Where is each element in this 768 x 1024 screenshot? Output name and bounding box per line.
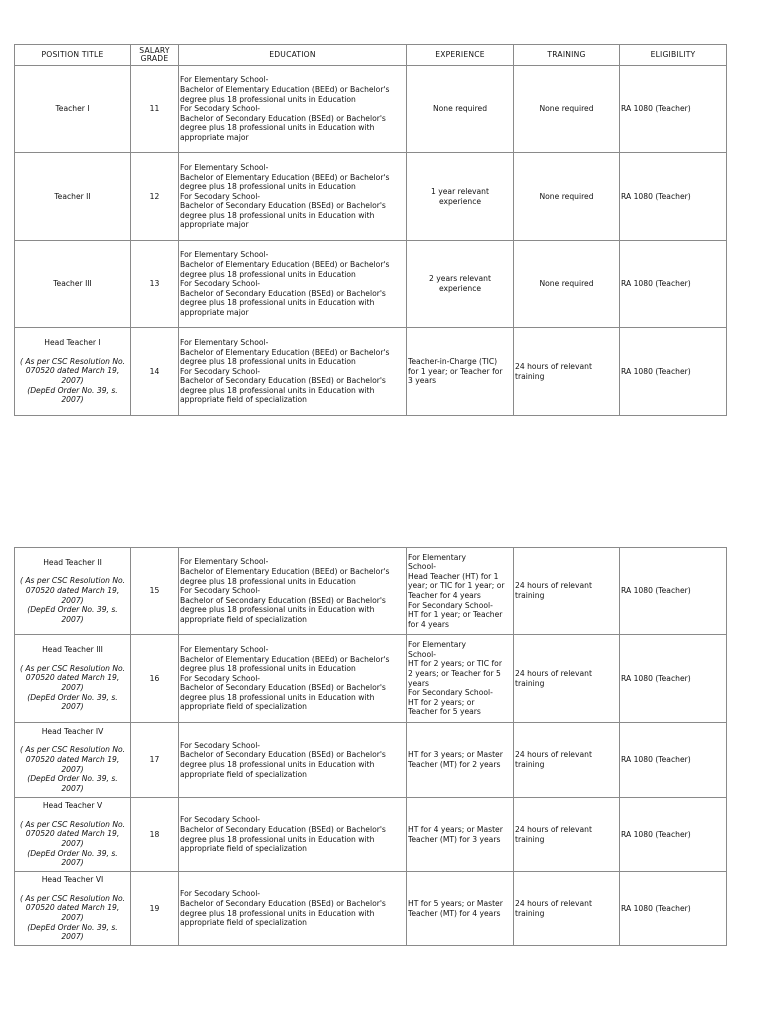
deped-order-reference: (DepEd Order No. 39, s. 2007): [27, 385, 118, 405]
education-line: degree plus 18 professional units in Education with: [180, 605, 375, 615]
education-line: Bachelor of Secondary Education (BSEd) or Bachelor's: [180, 376, 386, 386]
education-line: For Secodary School-: [180, 815, 261, 825]
position-title: Teacher III: [53, 279, 92, 289]
table-row: [15, 153, 727, 241]
salary-grade: 17: [149, 755, 160, 765]
training-line: 24 hours of relevant: [515, 898, 592, 908]
salary-grade-cell: [131, 153, 179, 241]
salary-grade: 13: [149, 279, 160, 289]
salary-grade: 15: [149, 586, 160, 596]
experience-line: 3 years: [408, 376, 437, 386]
csc-resolution-reference: ( As per CSC Resolution No. 070520 dated March 19, 2007): [19, 576, 126, 605]
education-line: appropriate major: [180, 132, 249, 142]
education-line: Bachelor of Secondary Education (BSEd) or Bachelor's: [180, 113, 386, 123]
experience-line: For Secondary School-: [408, 688, 493, 698]
position-title-cell: [15, 872, 131, 946]
training-line: 24 hours of relevant: [515, 668, 592, 678]
position-title: Head Teacher II: [43, 557, 102, 567]
education-line: degree plus 18 professional units in Education with: [180, 760, 375, 769]
deped-order-reference: (DepEd Order No. 39, s. 2007): [27, 774, 118, 793]
training-cell: [514, 798, 620, 872]
education-line: degree plus 18 professional units in Education with: [180, 385, 375, 395]
experience-cell: [407, 548, 514, 635]
education-line: appropriate field of specialization: [180, 844, 307, 854]
training-line: None required: [539, 279, 594, 289]
position-title-cell: [15, 798, 131, 872]
experience-line: HT for 2 years; or: [408, 697, 475, 707]
education-line: For Secodary School-: [180, 673, 261, 683]
experience-cell: [407, 241, 514, 328]
csc-resolution-reference: ( As per CSC Resolution No. 070520 dated March 19, 2007): [19, 663, 126, 692]
education-line: appropriate field of specialization: [180, 918, 307, 928]
training-cell: [514, 723, 620, 798]
table-row: [15, 328, 727, 416]
deped-order-reference: (DepEd Order No. 39, s. 2007): [27, 605, 118, 624]
training-line: None required: [539, 191, 594, 201]
experience-line: year; or TIC for 1 year; or: [408, 581, 505, 591]
education-line: Bachelor of Elementary Education (BEEd) or Bachelor's: [180, 347, 390, 357]
eligibility-cell: [620, 872, 727, 946]
experience-line: 2 years; or Teacher for 5: [408, 668, 501, 678]
education-cell: [179, 723, 407, 798]
experience-cell: [407, 66, 514, 153]
qualification-table-top: [14, 44, 727, 416]
experience-line: experience: [438, 284, 482, 293]
education-line: For Elementary School-: [180, 644, 269, 654]
education-cell: [179, 635, 407, 723]
training-line: training: [515, 371, 545, 381]
eligibility: RA 1080 (Teacher): [621, 104, 691, 114]
eligibility-cell: [620, 798, 727, 872]
education-line: For Secodary School-: [180, 279, 261, 289]
education-line: degree plus 18 professional units in Education with: [180, 123, 375, 133]
education-line: appropriate field of specialization: [180, 614, 307, 624]
csc-resolution-reference: ( As per CSC Resolution No. 070520 dated March 19, 2007): [19, 745, 126, 774]
training-cell: [514, 872, 620, 946]
education-line: appropriate field of specialization: [180, 769, 307, 779]
experience-line: Teacher (MT) for 3 years: [408, 834, 501, 844]
experience-line: 1 year relevant: [431, 186, 489, 196]
salary-grade: 18: [149, 829, 160, 839]
eligibility: RA 1080 (Teacher): [621, 586, 691, 596]
experience-line: HT for 2 years; or TIC for: [408, 659, 502, 669]
experience-line: For Elementary: [408, 552, 466, 562]
education-cell: [179, 66, 407, 153]
education-line: appropriate field of specialization: [180, 702, 307, 712]
header-experience: EXPERIENCE: [407, 45, 514, 66]
training-line: training: [515, 591, 545, 600]
salary-grade-cell: [131, 872, 179, 946]
education-cell: [179, 548, 407, 635]
salary-grade-cell: [131, 635, 179, 723]
csc-resolution-reference: ( As per CSC Resolution No. 070520 dated March 19, 2007): [19, 893, 126, 922]
header-salary-grade: SALARY GRADE: [131, 45, 179, 66]
experience-line: Teacher (MT) for 4 years: [408, 908, 501, 918]
salary-grade-cell: [131, 548, 179, 635]
education-line: For Secodary School-: [180, 586, 261, 596]
experience-line: Teacher for 5 years: [408, 707, 481, 717]
education-line: For Secodary School-: [180, 191, 261, 201]
experience-line: experience: [438, 196, 482, 206]
education-line: Bachelor of Secondary Education (BSEd) or Bachelor's: [180, 201, 386, 211]
experience-line: HT for 5 years; or Master: [408, 898, 503, 908]
education-cell: [179, 241, 407, 328]
education-cell: [179, 872, 407, 946]
eligibility-cell: [620, 241, 727, 328]
salary-grade: 19: [149, 903, 160, 913]
position-title: Teacher I: [55, 104, 90, 114]
qualification-table-bottom: [14, 547, 727, 946]
education-line: Bachelor of Elementary Education (BEEd) or Bachelor's: [180, 260, 390, 270]
experience-line: HT for 3 years; or Master: [408, 750, 503, 760]
table-row: [15, 872, 727, 946]
eligibility-cell: [620, 66, 727, 153]
education-line: degree plus 18 professional units in Education: [180, 357, 356, 367]
salary-grade-cell: [131, 328, 179, 416]
training-cell: [514, 635, 620, 723]
position-title: Head Teacher I: [44, 338, 101, 348]
education-line: degree plus 18 professional units in Education with: [180, 834, 375, 844]
eligibility: RA 1080 (Teacher): [621, 279, 691, 289]
experience-cell: [407, 153, 514, 241]
experience-line: 2 years relevant: [429, 274, 491, 284]
position-title-cell: [15, 328, 131, 416]
experience-line: Teacher (MT) for 2 years: [408, 760, 501, 769]
education-line: Bachelor of Elementary Education (BEEd) or Bachelor's: [180, 85, 390, 95]
deped-order-reference: (DepEd Order No. 39, s. 2007): [27, 922, 118, 942]
education-line: degree plus 18 professional units in Education: [180, 94, 356, 104]
table-row: [15, 635, 727, 723]
training-line: 24 hours of relevant: [515, 581, 592, 591]
education-line: For Secodary School-: [180, 889, 261, 899]
training-cell: [514, 153, 620, 241]
csc-resolution-reference: ( As per CSC Resolution No. 070520 dated March 19, 2007): [19, 356, 126, 385]
education-line: degree plus 18 professional units in Education with: [180, 210, 375, 220]
education-line: degree plus 18 professional units in Education with: [180, 908, 375, 918]
experience-line: None required: [432, 104, 488, 114]
experience-line: Teacher for 4 years: [408, 591, 481, 600]
deped-order-reference: (DepEd Order No. 39, s. 2007): [27, 692, 118, 712]
header-training: TRAINING: [514, 45, 620, 66]
experience-line: School-: [408, 649, 436, 659]
eligibility-cell: [620, 635, 727, 723]
header-row: [15, 45, 727, 66]
position-title-cell: [15, 241, 131, 328]
education-line: degree plus 18 professional units in Education: [180, 576, 356, 586]
table-row: [15, 798, 727, 872]
position-title-cell: [15, 153, 131, 241]
training-line: 24 hours of relevant: [515, 750, 592, 760]
salary-grade: 11: [149, 104, 160, 114]
eligibility-cell: [620, 153, 727, 241]
eligibility-cell: [620, 328, 727, 416]
training-cell: [514, 66, 620, 153]
education-line: degree plus 18 professional units in Education: [180, 664, 356, 674]
experience-cell: [407, 798, 514, 872]
experience-cell: [407, 328, 514, 416]
table-row: [15, 66, 727, 153]
experience-line: Head Teacher (HT) for 1: [408, 571, 499, 581]
education-line: For Elementary School-: [180, 557, 269, 567]
education-line: degree plus 18 professional units in Education: [180, 182, 356, 192]
header-education: EDUCATION: [179, 45, 407, 66]
education-line: For Secodary School-: [180, 740, 261, 750]
position-title: Head Teacher VI: [41, 875, 104, 885]
experience-line: For Secondary School-: [408, 600, 493, 610]
education-line: For Elementary School-: [180, 250, 269, 260]
header-eligibility: ELIGIBILITY: [620, 45, 727, 66]
education-cell: [179, 328, 407, 416]
experience-line: For Elementary: [408, 640, 466, 650]
training-line: 24 hours of relevant: [515, 824, 592, 834]
position-title-cell: [15, 66, 131, 153]
table-row: [15, 241, 727, 328]
education-line: Bachelor of Secondary Education (BSEd) or Bachelor's: [180, 288, 386, 298]
education-line: Bachelor of Secondary Education (BSEd) or Bachelor's: [180, 750, 386, 760]
education-line: For Elementary School-: [180, 162, 269, 172]
eligibility: RA 1080 (Teacher): [621, 191, 691, 201]
education-cell: [179, 798, 407, 872]
training-cell: [514, 548, 620, 635]
training-line: training: [515, 760, 545, 769]
experience-line: for 1 year; or Teacher for: [408, 366, 503, 376]
experience-cell: [407, 723, 514, 798]
salary-grade-cell: [131, 798, 179, 872]
deped-order-reference: (DepEd Order No. 39, s. 2007): [27, 848, 118, 868]
experience-line: for 4 years: [408, 619, 449, 629]
eligibility: RA 1080 (Teacher): [621, 829, 691, 839]
eligibility-cell: [620, 723, 727, 798]
position-title: Head Teacher III: [42, 645, 103, 655]
education-line: For Elementary School-: [180, 75, 269, 85]
salary-grade: 16: [149, 673, 160, 683]
position-title: Teacher II: [54, 191, 91, 201]
header-position-title: POSITION TITLE: [15, 45, 131, 66]
eligibility: RA 1080 (Teacher): [621, 673, 691, 683]
education-line: For Secodary School-: [180, 366, 261, 376]
position-title: Head Teacher V: [42, 801, 103, 811]
eligibility: RA 1080 (Teacher): [621, 755, 691, 765]
salary-grade-cell: [131, 723, 179, 798]
eligibility: RA 1080 (Teacher): [621, 366, 691, 376]
experience-line: School-: [408, 562, 436, 572]
table-row: [15, 548, 727, 635]
education-cell: [179, 153, 407, 241]
experience-line: Teacher-in-Charge (TIC): [408, 357, 498, 367]
education-line: Bachelor of Elementary Education (BEEd) or Bachelor's: [180, 654, 390, 664]
salary-grade: 12: [149, 191, 160, 201]
education-line: Bachelor of Elementary Education (BEEd) or Bachelor's: [180, 567, 390, 577]
training-line: None required: [539, 104, 594, 114]
education-line: Bachelor of Elementary Education (BEEd) or Bachelor's: [180, 172, 390, 182]
experience-cell: [407, 635, 514, 723]
eligibility: RA 1080 (Teacher): [621, 903, 691, 913]
education-line: degree plus 18 professional units in Education: [180, 269, 356, 279]
experience-cell: [407, 872, 514, 946]
training-line: training: [515, 834, 545, 844]
education-line: appropriate major: [180, 220, 249, 230]
position-title: Head Teacher IV: [41, 726, 104, 736]
eligibility-cell: [620, 548, 727, 635]
experience-line: HT for 1 year; or Teacher: [408, 610, 503, 620]
position-title-cell: [15, 635, 131, 723]
csc-resolution-reference: ( As per CSC Resolution No. 070520 dated March 19, 2007): [19, 819, 126, 848]
training-line: training: [515, 678, 545, 688]
table-row: [15, 723, 727, 798]
training-line: training: [515, 908, 545, 918]
position-title-cell: [15, 723, 131, 798]
education-line: appropriate major: [180, 307, 249, 317]
training-cell: [514, 328, 620, 416]
education-line: Bachelor of Secondary Education (BSEd) or Bachelor's: [180, 683, 386, 693]
experience-line: HT for 4 years; or Master: [408, 824, 503, 834]
salary-grade: 14: [149, 366, 160, 376]
education-line: For Elementary School-: [180, 337, 269, 347]
training-line: 24 hours of relevant: [515, 361, 592, 371]
education-line: degree plus 18 professional units in Education with: [180, 692, 375, 702]
education-line: appropriate field of specialization: [180, 395, 307, 405]
salary-grade-cell: [131, 66, 179, 153]
salary-grade-cell: [131, 241, 179, 328]
education-line: Bachelor of Secondary Education (BSEd) or Bachelor's: [180, 824, 386, 834]
position-title-cell: [15, 548, 131, 635]
education-line: For Secodary School-: [180, 104, 261, 114]
education-line: Bachelor of Secondary Education (BSEd) or Bachelor's: [180, 595, 386, 605]
education-line: degree plus 18 professional units in Education with: [180, 298, 375, 308]
education-line: Bachelor of Secondary Education (BSEd) or Bachelor's: [180, 898, 386, 908]
experience-line: years: [408, 678, 429, 688]
training-cell: [514, 241, 620, 328]
